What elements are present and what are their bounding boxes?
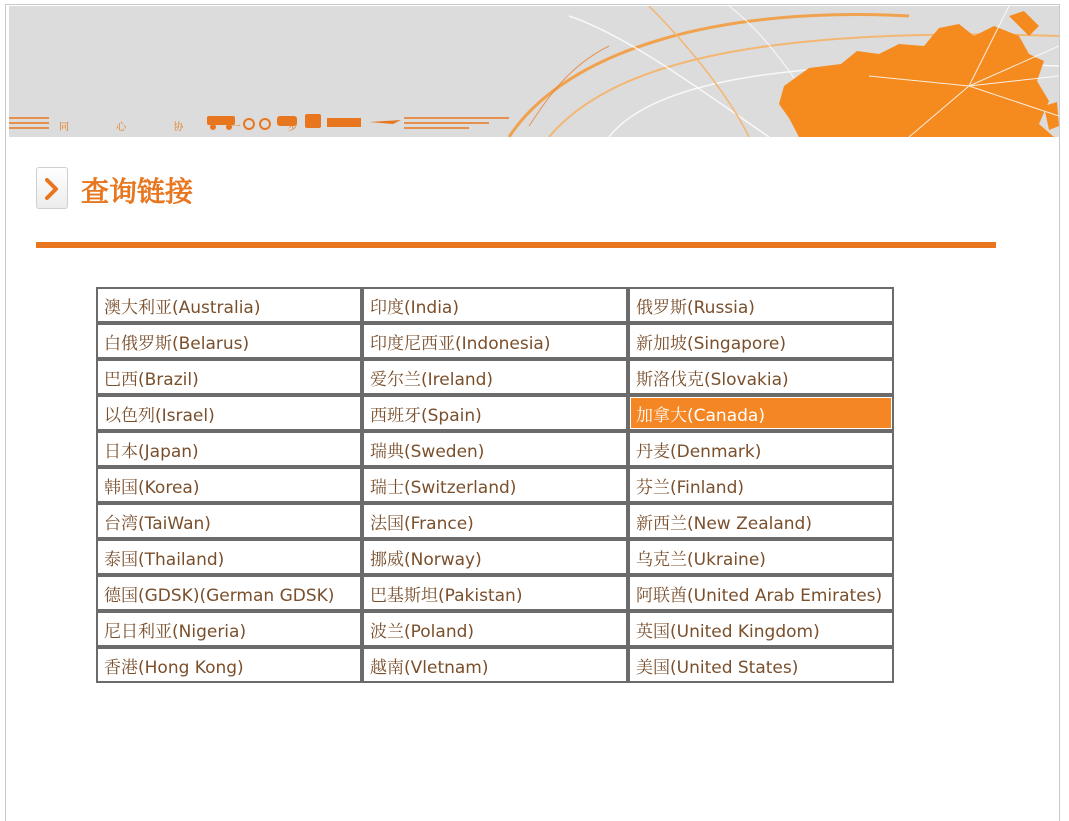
table-row: [96, 503, 894, 539]
country-link[interactable]: 尼日利亚(Nigeria): [96, 611, 362, 647]
title-divider: [36, 242, 996, 248]
country-link[interactable]: 新加坡(Singapore): [628, 323, 894, 359]
country-link[interactable]: 印度(India): [362, 287, 628, 323]
country-link[interactable]: 越南(Vletnam): [362, 647, 628, 683]
country-link[interactable]: 乌克兰(Ukraine): [628, 539, 894, 575]
table-row: [96, 647, 894, 683]
country-link[interactable]: 巴基斯坦(Pakistan): [362, 575, 628, 611]
country-link[interactable]: 巴西(Brazil): [96, 359, 362, 395]
country-link[interactable]: 阿联酋(United Arab Emirates): [628, 575, 894, 611]
table-row: [96, 395, 894, 431]
country-link[interactable]: 英国(United Kingdom): [628, 611, 894, 647]
country-link[interactable]: 澳大利亚(Australia): [96, 287, 362, 323]
country-link[interactable]: 台湾(TaiWan): [96, 503, 362, 539]
header-banner: [9, 6, 1059, 137]
table-row: [96, 611, 894, 647]
country-link[interactable]: 以色列(Israel): [96, 395, 362, 431]
banner-tagline: 同 心 协 一 步: [59, 122, 320, 133]
country-link[interactable]: 法国(France): [362, 503, 628, 539]
country-link[interactable]: 斯洛伐克(Slovakia): [628, 359, 894, 395]
country-link[interactable]: 加拿大(Canada): [628, 395, 894, 431]
page-title: 查询链接: [81, 175, 194, 208]
country-link[interactable]: 西班牙(Spain): [362, 395, 628, 431]
country-link[interactable]: 韩国(Korea): [96, 467, 362, 503]
country-link[interactable]: 新西兰(New Zealand): [628, 503, 894, 539]
country-link[interactable]: 日本(Japan): [96, 431, 362, 467]
table-row: [96, 467, 894, 503]
country-link[interactable]: 瑞典(Sweden): [362, 431, 628, 467]
country-link[interactable]: 泰国(Thailand): [96, 539, 362, 575]
table-row: [96, 575, 894, 611]
table-row: [96, 323, 894, 359]
table-row: [96, 287, 894, 323]
country-link[interactable]: 波兰(Poland): [362, 611, 628, 647]
country-link[interactable]: 白俄罗斯(Belarus): [96, 323, 362, 359]
country-link[interactable]: 丹麦(Denmark): [628, 431, 894, 467]
country-link[interactable]: 美国(United States): [628, 647, 894, 683]
table-row: [96, 359, 894, 395]
country-link[interactable]: 瑞士(Switzerland): [362, 467, 628, 503]
chevron-right-icon: [45, 178, 59, 200]
section-marker: [36, 167, 68, 209]
country-link[interactable]: 爱尔兰(Ireland): [362, 359, 628, 395]
country-link[interactable]: 德国(GDSK)(German GDSK): [96, 575, 362, 611]
table-row: [96, 539, 894, 575]
country-links-table: [96, 287, 894, 683]
country-link[interactable]: 芬兰(Finland): [628, 467, 894, 503]
country-link[interactable]: 香港(Hong Kong): [96, 647, 362, 683]
country-link[interactable]: 挪威(Norway): [362, 539, 628, 575]
country-link[interactable]: 印度尼西亚(Indonesia): [362, 323, 628, 359]
country-link[interactable]: 俄罗斯(Russia): [628, 287, 894, 323]
table-row: [96, 431, 894, 467]
